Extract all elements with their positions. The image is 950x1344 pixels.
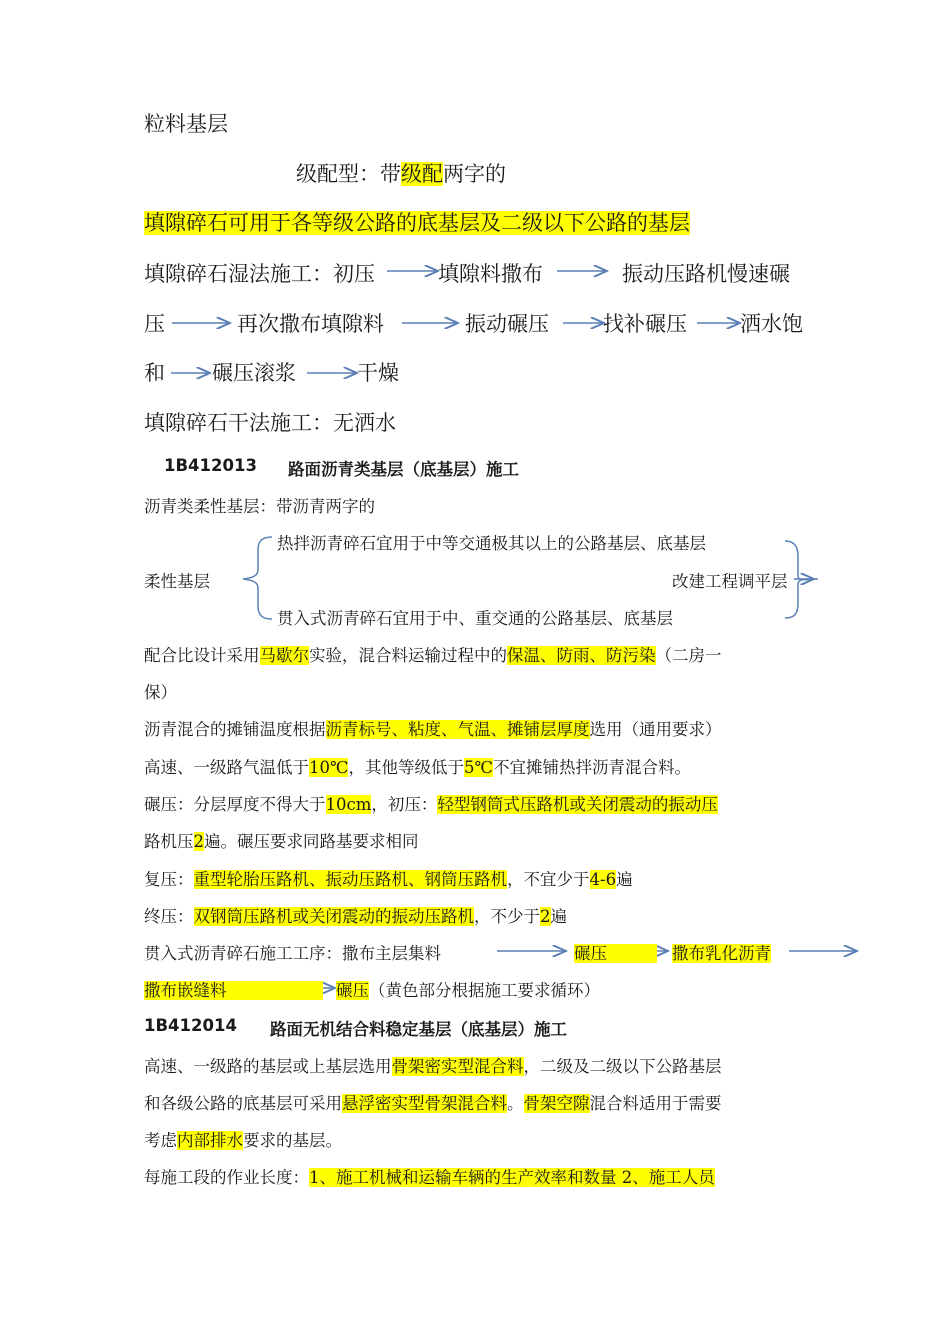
flex-right: 改建工程调平层 (672, 572, 788, 591)
wet-step: 振动碾压 (465, 312, 549, 336)
wet-step: 压 (144, 312, 165, 336)
work-length: 每施工段的作业长度：1、施工机械和运输车辆的生产效率和数量 2、施工人员 (144, 1168, 715, 1187)
wet-step: 振动压路机慢速碾 (622, 262, 790, 286)
heading-title: 路面沥青类基层（底基层）施工 (288, 460, 519, 479)
wet-step: 洒水饱 (740, 312, 803, 336)
penetration-step: 碾压 (574, 940, 657, 964)
penetration-process: 贯入式沥青碎石施工工序：撒布主层集料 (144, 944, 441, 963)
flex-bottom: 贯入式沥青碎石宜用于中、重交通的公路基层、底基层 (277, 609, 673, 628)
final-rolling: 终压：双钢筒压路机或关闭震动的振动压路机，不少于2遍 (144, 907, 567, 926)
penetration-step: 撒布乳化沥青 (672, 944, 771, 963)
wet-step: 再次撒布填隙料 (237, 312, 384, 336)
rolling: 碾压：分层厚度不得大于10cm，初压：轻型钢筒式压路机或关闭震动的振动压 (144, 795, 718, 814)
mix-design-cont: 保） (144, 683, 177, 702)
wet-step: 找补碾压 (603, 312, 687, 336)
left-brace (243, 537, 272, 619)
section-title: 粒料基层 (144, 112, 228, 136)
wet-step: 和 (144, 361, 165, 385)
flex-label: 柔性基层 (144, 572, 210, 591)
wet-step: 干燥 (357, 361, 399, 385)
air-temp: 高速、一级路气温低于10℃，其他等级低于5℃不宜摊铺热拌沥青混合料。 (144, 758, 691, 777)
flex-intro: 沥青类柔性基层：带沥青两字的 (144, 497, 375, 516)
inorganic-line3: 考虑内部排水要求的基层。 (144, 1131, 342, 1150)
wet-step: 碾压滚浆 (212, 361, 296, 385)
re-rolling: 复压：重型轮胎压路机、振动压路机、钢筒压路机，不宜少于4-6遍 (144, 870, 633, 889)
gradation-line: 级配型：带级配两字的 (296, 162, 506, 186)
rolling-cont: 路机压2遍。碾压要求同路基要求相同 (144, 832, 419, 851)
paving-temp: 沥青混合的摊铺温度根据沥青标号、粘度、气温、摊铺层厚度选用（通用要求） (144, 720, 722, 739)
penetration-step: 撒布嵌缝料 (144, 977, 323, 1001)
dry-process: 填隙碎石干法施工：无洒水 (144, 411, 396, 435)
wet-process-label: 填隙碎石湿法施工：初压 (144, 262, 375, 286)
inorganic-line1: 高速、一级路的基层或上基层选用骨架密实型混合料，二级及二级以下公路基层 (144, 1057, 722, 1076)
heading-code: 1B412014 (144, 1016, 237, 1035)
penetration-step: 碾压（黄色部分根据施工要求循环） (336, 981, 600, 1000)
filled-gravel-usage: 填隙碎石可用于各等级公路的底基层及二级以下公路的基层 (144, 211, 690, 235)
wet-step: 填隙料撒布 (438, 262, 543, 286)
heading-title: 路面无机结合料稳定基层（底基层）施工 (270, 1020, 567, 1039)
inorganic-line2: 和各级公路的底基层可采用悬浮密实型骨架混合料。骨架空隙混合料适用于需要 (144, 1094, 722, 1113)
mix-design: 配合比设计采用马歇尔实验，混合料运输过程中的保温、防雨、防污染（二房一 (144, 646, 722, 665)
right-brace (785, 541, 818, 618)
heading-code: 1B412013 (164, 456, 257, 475)
flex-top: 热拌沥青碎石宜用于中等交通极其以上的公路基层、底基层 (277, 534, 706, 553)
